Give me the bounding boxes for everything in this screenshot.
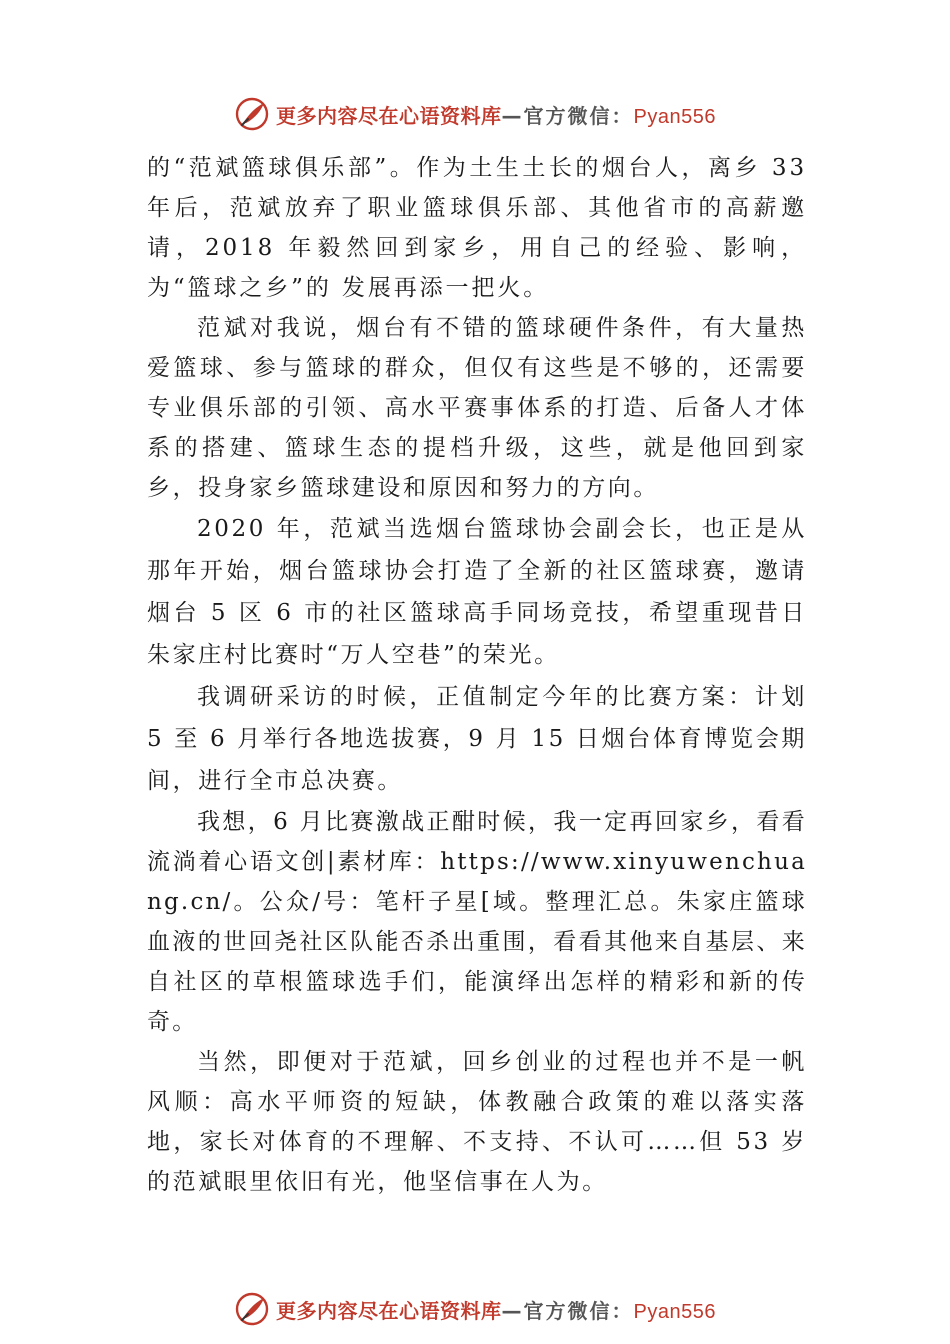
banner-main-text: 更多内容尽在心语资料库: [276, 1298, 502, 1323]
banner-text: [276, 1295, 716, 1324]
article-body: [147, 148, 807, 1202]
feather-pen-logo-icon: [234, 1291, 270, 1327]
feather-pen-logo-icon: [234, 96, 270, 132]
banner-sub-text: 官方微信：: [523, 1298, 634, 1323]
paragraph-5: 我想，6 月比赛激战正酣时候，我一定再回家乡，看看流淌着心语文创|素材库：https://www.xinyuwenchuang.cn/。公众/号：笔杆子星[域。整理汇总。朱家庄篮球血液的世回尧社区队能否杀出重围，看看其他来自基层、来自社区的草根篮球选手们，能演绎出怎样的精彩和新的传奇。: [147, 809, 807, 1035]
banner-wechat-id: Pyan556: [633, 1300, 716, 1323]
banner-dash: —: [501, 103, 524, 128]
footer-banner: [0, 1289, 950, 1329]
paragraph-2: 范斌对我说，烟台有不错的篮球硬件条件，有大量热爱篮球、参与篮球的群众，但仅有这些是不够的，还需要专业俱乐部的引领、高水平赛事体系的打造、后备人才体系的搭建、篮球生态的提档升级，这些，就是他回到家乡，投身家乡篮球建设和原因和努力的方向。: [147, 315, 807, 501]
banner-text: [276, 100, 716, 129]
header-banner: [0, 94, 950, 134]
banner-main-text: 更多内容尽在心语资料库: [276, 103, 502, 128]
paragraph-6: 当然，即便对于范斌，回乡创业的过程也并不是一帆风顺：高水平师资的短缺，体教融合政策的难以落实落地，家长对体育的不理解、不支持、不认可……但 53 岁的范斌眼里依旧有光，他坚信事在人为。: [147, 1049, 807, 1195]
banner-sub-text: 官方微信：: [523, 103, 634, 128]
banner-dash: —: [501, 1298, 524, 1323]
paragraph-1: 的“范斌篮球俱乐部”。作为土生土长的烟台人，离乡 33 年后，范斌放弃了职业篮球俱乐部、其他省市的高薪邀请，2018 年毅然回到家乡，用自己的经验、影响，为“篮球之乡”的 发展再添一把火。: [147, 155, 807, 301]
paragraph-3: 2020 年，范斌当选烟台篮球协会副会长，也正是从那年开始，烟台篮球协会打造了全新的社区篮球赛，邀请烟台 5 区 6 市的社区篮球高手同场竞技，希望重现昔日朱家庄村比赛时“万人空巷”的荣光。: [147, 516, 807, 668]
paragraph-4: 我调研采访的时候，正值制定今年的比赛方案：计划 5 至 6 月举行各地选拔赛，9 月 15 日烟台体育博览会期间，进行全市总决赛。: [147, 684, 807, 794]
banner-wechat-id: Pyan556: [633, 105, 716, 128]
